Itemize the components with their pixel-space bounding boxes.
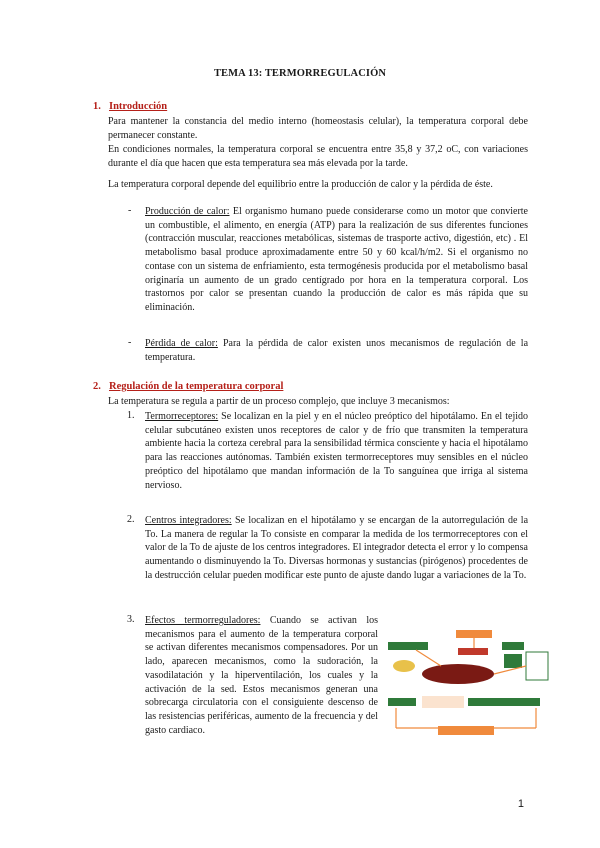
bullet-label: Pérdida de calor: [145, 338, 218, 349]
item-text: Cuando se activan los mecanismos para el aumento de la temperatura corporal se activan diferentes mecanismos compensadores. Por un lado, aparecen mecanismos, como la sudoración, la vasodilatación y la hiperventilación, los cuales y la activación de la sed. Estos mecanismos generan una sobrecarga circulatoria con el consiguiente descenso de las resistencias periféricas, aumento de la frecuencia y del gasto cardiaco. [145, 615, 378, 736]
item-label: Termorreceptores: [145, 411, 219, 422]
section-intro: La temperatura se regula a partir de un proceso complejo, que incluye 3 mecanismos: [108, 396, 450, 407]
bullet-produccion-calor [145, 205, 528, 315]
item-number: 3. [127, 614, 135, 625]
paragraph: En condiciones normales, la temperatura corporal se encuentra entre 35,8 y 37,2 oC, con variaciones durante el día que hacen que esta temperatura sea más elevada por la tarde. [108, 144, 528, 169]
diagram-pale-area [422, 696, 464, 708]
section-heading-introduccion [93, 101, 167, 112]
item-label: Efectos termorreguladores: [145, 615, 261, 626]
bullet-label: Producción de calor: [145, 206, 230, 217]
section-title: Regulación de la temperatura corporal [109, 381, 284, 392]
item-label: Centros integradores: [145, 515, 232, 526]
diagram-sun-shape [393, 660, 415, 672]
diagram-box-red [458, 648, 488, 655]
diagram-box-green [502, 642, 524, 650]
bullet-text: El organismo humano puede considerarse como un motor que convierte un combustible, el alimento, en energía (ATP) para la realización de sus diferentes funciones (contracción muscular, reacciones metabólicas, sistemas de trasporte activo, digestión, etc) . El metabolismo basal produce aproximadamente entre 50 y 60 kcal/h/m2. Si el organismo no contase con un sistema de enfriamiento, esta termogénesis producida por el metabolismo basal originaría un aumento de un grado centígrado por hora en la temperatura corporal. Los trastornos por calor se presentan cuando la producción de calor es más rápida que su eliminación. [145, 206, 528, 313]
diagram-box-right [526, 652, 548, 680]
diagram-box-bottom-left [388, 698, 416, 706]
diagram-box-bottom [438, 726, 494, 735]
item-number: 1. [127, 410, 135, 421]
bullet-perdida-calor [145, 337, 528, 364]
paragraph: La temperatura corporal depende del equilibrio entre la producción de calor y la pérdida de éste. [108, 179, 493, 190]
document-title: TEMA 13: TERMORREGULACIÓN [213, 68, 387, 79]
bullet-marker: - [128, 205, 132, 216]
bullet-marker: - [128, 337, 132, 348]
bullet-text: Para la pérdida de calor existen unos mecanismos de regulación de la temperatura. [145, 338, 529, 363]
paragraph: Para mantener la constancia del medio interno (homeostasis celular), la temperatura corporal debe permanecer constante. [108, 116, 528, 141]
thermoregulation-diagram [386, 628, 550, 738]
item-text: Se localizan en el hipotálamo y se encargan de la autorregulación de la To. La manera de regular la To consiste en comparar la medida de los termorreceptores con el valor de la To de ajuste de los centros integradores. El integrador detecta el error y lo compensa aumentando o disminuyendo la To. Diversas hormonas y sustancias (pirógenos) procedentes de la destrucción celular pueden modificar este punto de ajuste dando lugar a variaciones de la To. [145, 515, 529, 581]
item-efectos-termorreguladores [145, 614, 378, 737]
item-centros-integradores [145, 514, 528, 583]
section-number: 2. [93, 381, 101, 392]
diagram-box-left [388, 642, 428, 650]
diagram-box-small [504, 654, 522, 668]
section-number: 1. [93, 101, 101, 112]
item-termorreceptores [145, 410, 528, 492]
section-title: Introducción [109, 101, 168, 112]
diagram-box-top [456, 630, 492, 638]
item-text: Se localizan en la piel y en el núcleo preóptico del hipotálamo. En el tejido celular subcutáneo existen unos receptores de calor y de frío que transmiten la temperatura ambiente hacia la corteza cerebral para la sensibilidad térmica consciente y hacia el hipotálamo para las reacciones autónomas. También existen termorreceptores muy sensibles en el núcleo preóptico del hipotálamo que mandan información de la To sanguínea que irriga al sistema nervioso. [145, 411, 528, 491]
diagram-center-ellipse [422, 664, 494, 684]
page-number: 1 [517, 798, 524, 810]
section-heading-regulacion [93, 381, 283, 392]
item-number: 2. [127, 514, 135, 525]
diagram-box-bottom-right [468, 698, 540, 706]
